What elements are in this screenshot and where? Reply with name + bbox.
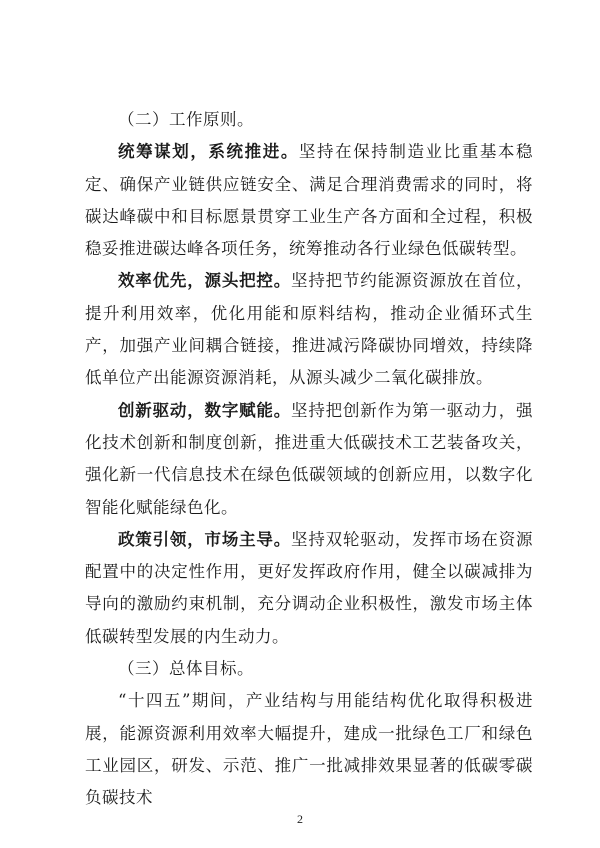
page-number: 2 <box>297 812 303 826</box>
paragraph-efficiency-first <box>85 265 533 394</box>
section-heading-work-principles: （二）工作原则。 <box>118 110 254 129</box>
paragraph-text: 坚持把创新作为第一驱动力，强化技术创新和制度创新，推进重大低碳技术工艺装备攻关，强化新一代信息技术在绿色低碳领域的创新应用，以数字化智能化赋能绿色化。 <box>85 400 534 517</box>
document-body <box>85 104 533 815</box>
paragraph-lead: 统筹谋划，系统推进。 <box>118 142 299 162</box>
paragraph-policy-guidance <box>85 524 533 653</box>
paragraph-lead: 政策引领，市场主导。 <box>118 529 292 549</box>
paragraph-text: 坚持在保持制造业比重基本稳定、确保产业链供应链安全、满足合理消费需求的同时，将碳达峰碳中和目标愿景贯穿工业生产各方面和全过程，积极稳妥推进碳达峰各项任务，统筹推动各行业绿色低碳转型。 <box>85 142 534 259</box>
paragraph-innovation-driven <box>85 395 533 524</box>
paragraph-text: 坚持双轮驱动，发挥市场在资源配置中的决定性作用，更好发挥政府作用，健全以碳减排为导向的激励约束机制，充分调动企业积极性，激发市场主体低碳转型发展的内生动力。 <box>85 529 534 646</box>
paragraph-text: 坚持把节约能源资源放在首位，提升利用效率，优化用能和原料结构，推动企业循环式生产，加强产业间耦合链接，推进减污降碳协同增效，持续降低单位产出能源资源消耗，从源头减少二氧化碳排放。 <box>85 271 534 388</box>
paragraph-lead: 创新驱动，数字赋能。 <box>118 400 292 420</box>
section-heading-overall-goals: （三）总体目标。 <box>118 659 254 679</box>
paragraph-lead: 效率优先，源头把控。 <box>118 271 292 291</box>
paragraph-fourteenth-five-year: “十四五”期间，产业结构与用能结构优化取得积极进展，能源资源利用效率大幅提升，建成一批绿色工厂和绿色工业园区，研发、示范、推广一批减排效果显著的低碳零碳负碳技术 <box>85 691 533 808</box>
paragraph-overall-planning <box>85 136 533 265</box>
